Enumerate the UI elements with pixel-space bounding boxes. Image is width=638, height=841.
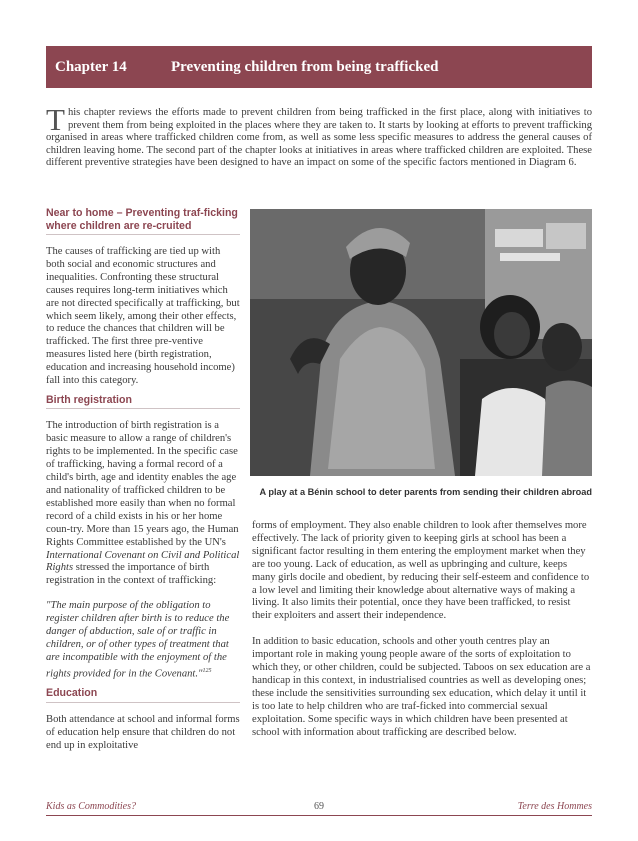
footnote-ref: 125 [202,667,212,674]
intro-paragraph [46,102,592,170]
left-column [46,207,240,752]
intro-text: his chapter reviews the efforts made to prevent children from being trafficked in the first place, along with initiatives to prevent them from being exploited in the places where they are taken to. It starts by looking at efforts to prevent trafficking organised in areas where trafficked children come from, as well as some less specific measures to address the general causes of children leaving home. The second part of the chapter looks at initiatives in areas where trafficked children are exploited. These different preventive strategies have been designed to have an impact on some of the specific factors mentioned in Diagram 6. [46,107,592,169]
birth-registration-text: The introduction of birth registration is a basic measure to allow a range of children's rights to be implemented. In the specific case of trafficking, having a formal record of a child's birth, age and identity enables the age and nationality of trafficked children to be established more easily than when no formal record of a child exists in his or her home coun-try. More than 15 years ago, the Human Rights Committee established by the UN's [46,420,239,548]
page-footer [46,799,592,816]
quote-covenant [46,600,240,681]
paragraph-birth-registration [46,420,240,588]
page-number: 69 [314,801,324,812]
photo-illustration [250,209,592,476]
section-heading-near-to-home: Near to home – Preventing traf-ficking where children are re-cruited [46,207,240,235]
paragraph-causes: The causes of trafficking are tied up with both social and economic structures and inequalities. Confronting these structural causes requires long-term initiatives which are not directed specifically at trafficking, but which seem likely, among their other effects, to reduce the chances that children will be trafficked. The first three pre-ventive measures listed here (birth registration, education and increasing household income) fall into this category. [46,246,240,387]
photo-caption: A play at a Bénin school to deter parents from sending their children abroad [259,487,592,497]
section-heading-education: Education [46,687,240,703]
section-heading-birth-registration: Birth registration [46,394,240,410]
covenant-title: International Covenant on Civil and Political Rights [46,549,240,574]
chapter-banner [46,46,592,88]
birth-registration-text-end: stressed the importance of birth registration in the context of trafficking: [46,562,217,587]
chapter-number: Chapter 14 [55,58,127,75]
quote-text: "The main purpose of the obligation to register children after birth is to reduce the danger of abduction, sale of or traffic in children, or of other types of treatment that are incompatible with the enjoyment of the rights provided for in the Covenant." [46,600,230,680]
chapter-title: Preventing children from being trafficked [171,58,439,75]
footer-publication-title: Kids as Commodities? [46,801,137,812]
paragraph-employment: forms of employment. They also enable children to look after themselves more effectively. The lack of priority given to keeping girls at school has been a significant factor resulting in them entering the employment market when they are too young. Lack of education, as well as upbringing and culture, keeps many girls docile and obedient, by reducing their self-esteem and confidence to a low level and limiting their knowledge about alternative ways of making a living. It also limits their potential, once they have been trafficked, to resist their exploiters and assert their independence. [252,520,590,622]
right-column [252,520,592,740]
footer-publisher: Terre des Hommes [517,801,592,812]
paragraph-education: Both attendance at school and informal forms of education help ensure that children do not end up in exploitative [46,713,240,751]
photo-school-play [250,209,592,476]
paragraph-schools: In addition to basic education, schools and other youth centres play an important role in making young people aware of the sorts of exploitation to which they, or other children, could be subjected. Taboos on sex education are a handicap in this context, in industrialised countries as well as developing ones; these include the sensitivities surrounding sex education, which delay it until it is too late to help children who are traf-ficked into commercial sexual exploitation. Some specific ways in which children have been presented at school with information about trafficking are described below. [252,636,591,738]
drop-cap: T [46,102,65,137]
